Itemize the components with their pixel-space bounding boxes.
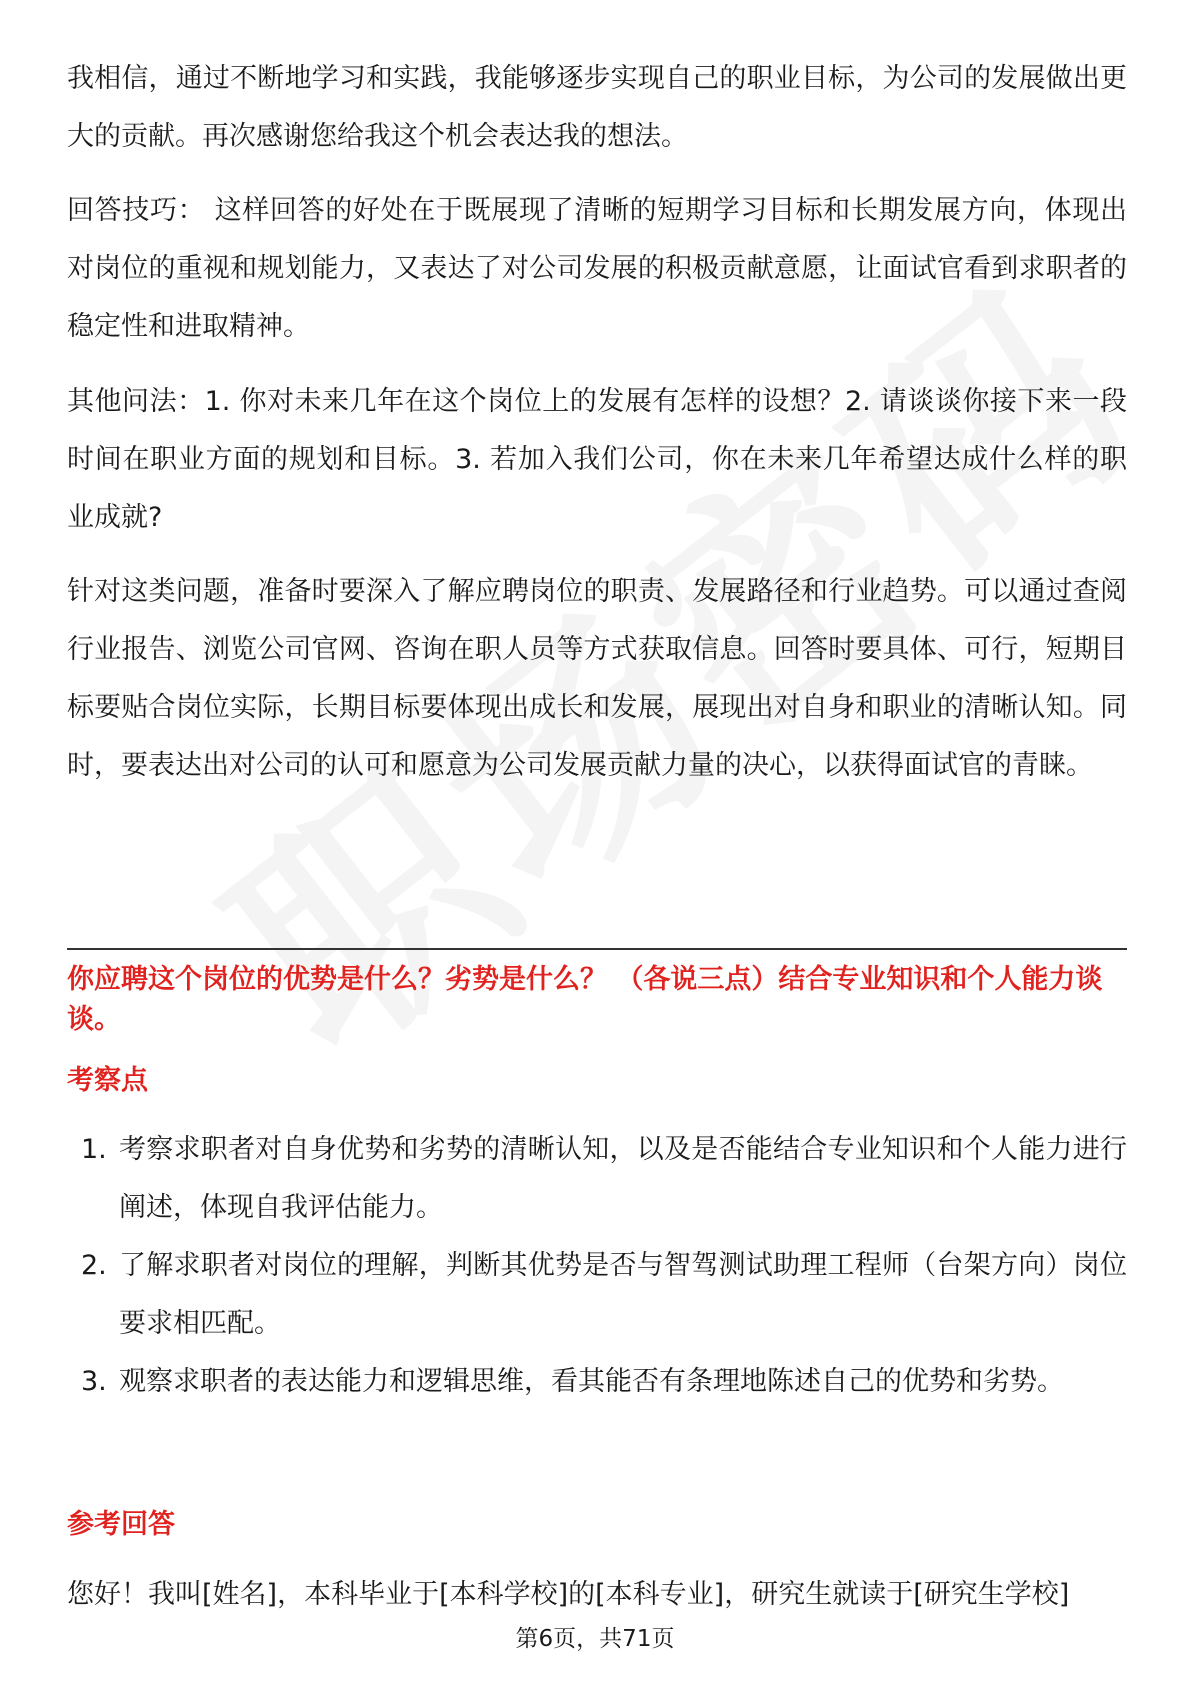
list-item <box>67 1121 1127 1237</box>
list-item-number: 1. <box>81 1134 107 1165</box>
question-title: 你应聘这个岗位的优势是什么？劣势是什么？ （各说三点）结合专业知识和个人能力谈谈。 <box>67 964 1103 1035</box>
list-item-number: 3. <box>81 1366 107 1397</box>
list-item-number: 2. <box>81 1250 107 1281</box>
list-item-text: 了解求职者对岗位的理解，判断其优势是否与智驾测试助理工程师（台架方向）岗位要求相匹配。 <box>119 1250 1127 1339</box>
section-heading-focus-points: 考察点 <box>67 1065 148 1096</box>
list-item-text: 考察求职者对自身优势和劣势的清晰认知，以及是否能结合专业知识和个人能力进行阐述，体现自我评估能力。 <box>119 1134 1127 1223</box>
paragraph-other-questions: 其他问法：1. 你对未来几年在这个岗位上的发展有怎样的设想？2. 请谈谈你接下来一段时间在职业方面的规划和目标。3. 若加入我们公司，你在未来几年希望达成什么样的职业成就? <box>67 386 1127 533</box>
section-heading-reference-answer: 参考回答 <box>67 1509 175 1540</box>
page-footer: 第6页，共71页 <box>515 1626 675 1652</box>
list-item <box>67 1237 1127 1353</box>
section-divider <box>67 948 1127 950</box>
paragraph-answer-tips: 回答技巧： 这样回答的好处在于既展现了清晰的短期学习目标和长期发展方向，体现出对岗位的重视和规划能力，又表达了对公司发展的积极贡献意愿，让面试官看到求职者的稳定性和进取精神。 <box>67 195 1127 342</box>
paragraph-closing: 我相信，通过不断地学习和实践，我能够逐步实现自己的职业目标，为公司的发展做出更大的贡献。再次感谢您给我这个机会表达我的想法。 <box>67 63 1127 152</box>
focus-points-list <box>67 1121 1127 1411</box>
list-item <box>67 1353 1127 1411</box>
list-item-text: 观察求职者的表达能力和逻辑思维，看其能否有条理地陈述自己的优势和劣势。 <box>119 1366 1064 1397</box>
paragraph-reference-answer: 您好！我叫[姓名]，本科毕业于[本科学校]的[本科专业]，研究生就读于[研究生学校] <box>67 1579 1070 1610</box>
paragraph-preparation-advice: 针对这类问题，准备时要深入了解应聘岗位的职责、发展路径和行业趋势。可以通过查阅行业报告、浏览公司官网、咨询在职人员等方式获取信息。回答时要具体、可行，短期目标要贴合岗位实际，长期目标要体现出成长和发展，展现出对自身和职业的清晰认知。同时，要表达出对公司的认可和愿意为公司发展贡献力量的决心，以获得面试官的青睐。 <box>67 576 1127 781</box>
